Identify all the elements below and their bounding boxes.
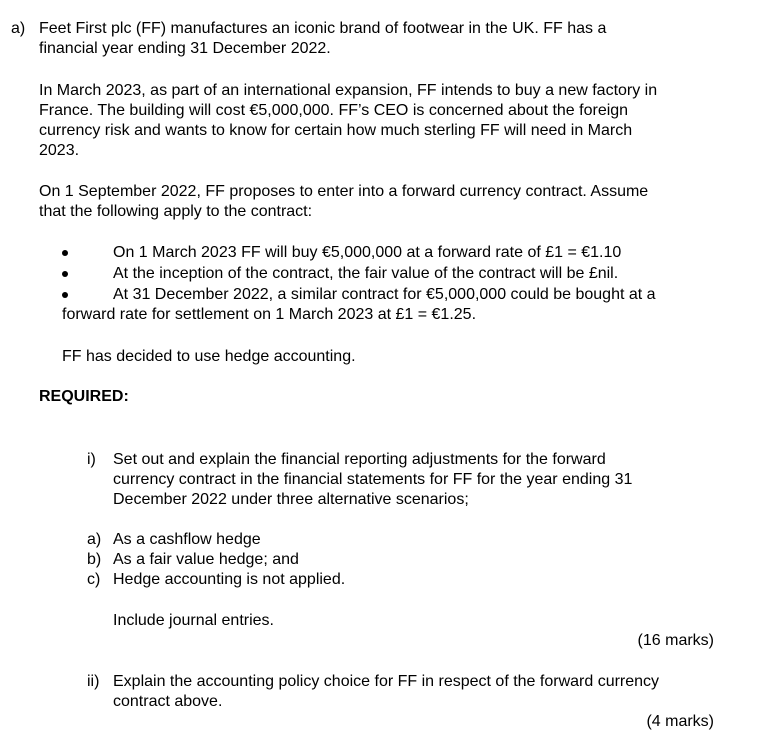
bullet-3-dot xyxy=(62,292,68,298)
intro-line-1: Feet First plc (FF) manufactures an iconic brand of footwear in the UK. FF has a xyxy=(39,20,607,37)
intro-line-2: financial year ending 31 December 2022. xyxy=(39,40,331,57)
bullet-3-continuation: forward rate for settlement on 1 March 2023 at £1 = €1.25. xyxy=(62,306,477,323)
bullet-1-dot xyxy=(62,250,68,256)
scenario-c-label: c) xyxy=(87,571,101,588)
paragraph2-line-4: 2023. xyxy=(39,142,80,159)
bullet-2-dot xyxy=(62,271,68,277)
part-i-line-3: December 2022 under three alternative scenarios; xyxy=(113,491,469,508)
part-i-note: Include journal entries. xyxy=(113,612,274,629)
paragraph3-line-2: that the following apply to the contract: xyxy=(39,203,313,220)
paragraph2-line-1: In March 2023, as part of an international expansion, FF intends to buy a new factory in xyxy=(39,82,658,99)
part-i-line-2: currency contract in the financial statements for FF for the year ending 31 xyxy=(113,471,633,488)
paragraph2-line-2: France. The building will cost €5,000,000. FF’s CEO is concerned about the foreign xyxy=(39,102,629,119)
hedge-statement: FF has decided to use hedge accounting. xyxy=(62,348,356,365)
scenario-b-text: As a fair value hedge; and xyxy=(113,551,299,568)
scenario-a-text: As a cashflow hedge xyxy=(113,531,261,548)
scenario-b-label: b) xyxy=(87,551,102,568)
part-ii-marks: (4 marks) xyxy=(646,713,714,730)
part-i-line-1: Set out and explain the financial reporting adjustments for the forward xyxy=(113,451,606,468)
required-heading: REQUIRED: xyxy=(39,388,129,405)
bullet-2-text: At the inception of the contract, the fair value of the contract will be £nil. xyxy=(113,265,619,282)
bullet-1-text: On 1 March 2023 FF will buy €5,000,000 at a forward rate of £1 = €1.10 xyxy=(113,244,622,261)
part-i-label: i) xyxy=(87,451,96,468)
scenario-a-label: a) xyxy=(87,531,102,548)
part-i-marks: (16 marks) xyxy=(637,632,714,649)
part-ii-label: ii) xyxy=(87,673,100,690)
scenario-c-text: Hedge accounting is not applied. xyxy=(113,571,346,588)
question-label: a) xyxy=(11,20,26,37)
paragraph2-line-3: currency risk and wants to know for certain how much sterling FF will need in March xyxy=(39,122,633,139)
bullet-3-text: At 31 December 2022, a similar contract for €5,000,000 could be bought at a xyxy=(113,286,656,303)
part-ii-line-2: contract above. xyxy=(113,693,223,710)
paragraph3-line-1: On 1 September 2022, FF proposes to enter into a forward currency contract. Assume xyxy=(39,183,649,200)
part-ii-line-1: Explain the accounting policy choice for FF in respect of the forward currency xyxy=(113,673,660,690)
